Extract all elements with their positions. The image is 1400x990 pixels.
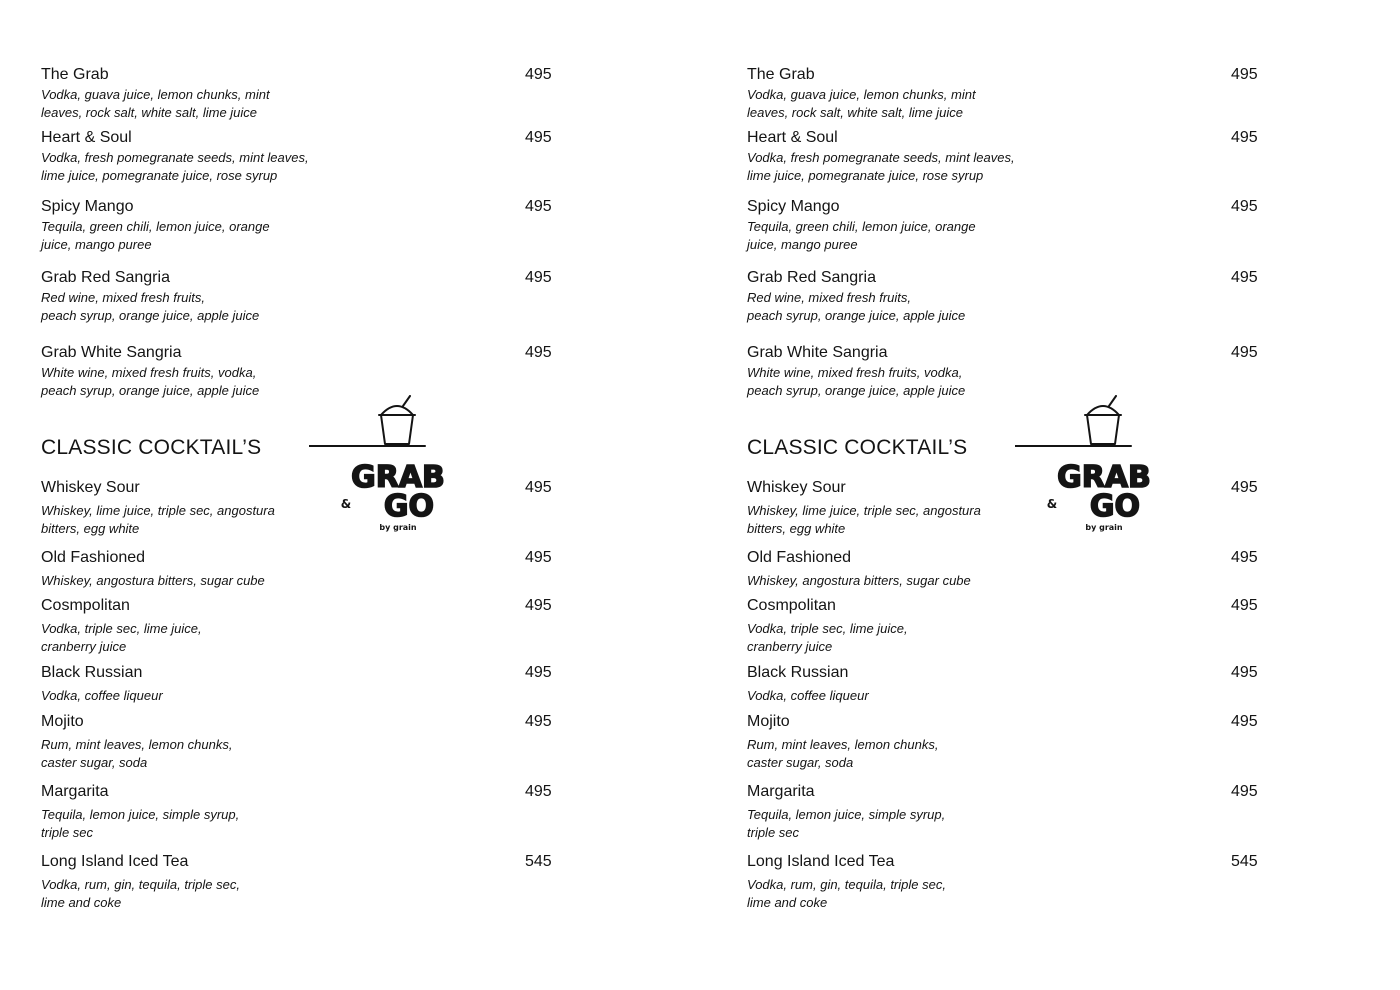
brand-line2: GO [383,489,435,524]
item-name: Mojito [747,713,790,730]
item-price: 495 [1231,783,1258,800]
item-description: Whiskey, lime juice, triple sec, angostura bitters, egg white [41,503,275,536]
item-name: Margarita [747,783,815,800]
item-description: Vodka, triple sec, lime juice, cranberry juice [41,621,202,654]
item-description: Tequila, green chili, lemon juice, orange juice, mango puree [747,219,976,252]
item-description: Rum, mint leaves, lemon chunks, caster sugar, soda [747,737,939,770]
item-price: 495 [1231,66,1258,83]
item-price: 545 [525,853,552,870]
item-price: 495 [1231,664,1258,681]
item-description: Vodka, guava juice, lemon chunks, mint leaves, rock salt, white salt, lime juice [41,87,270,120]
item-description: Whiskey, lime juice, triple sec, angostura bitters, egg white [747,503,981,536]
item-description: Red wine, mixed fresh fruits, peach syrup, orange juice, apple juice [41,290,260,323]
item-price: 495 [525,783,552,800]
item-name: Grab Red Sangria [747,269,876,286]
brand-ampersand: & [340,497,352,511]
item-description: Vodka, fresh pomegranate seeds, mint leaves, lime juice, pomegranate juice, rose syrup [747,150,1015,183]
item-name: Spicy Mango [41,198,134,215]
item-description: Whiskey, angostura bitters, sugar cube [41,573,265,588]
item-price: 495 [525,549,552,566]
item-description: Vodka, guava juice, lemon chunks, mint leaves, rock salt, white salt, lime juice [747,87,976,120]
menu-page-right [747,0,1287,990]
item-name: Spicy Mango [747,198,840,215]
item-description: Red wine, mixed fresh fruits, peach syrup, orange juice, apple juice [747,290,966,323]
item-price: 495 [1231,344,1258,361]
item-description: Vodka, rum, gin, tequila, triple sec, lime and coke [41,877,240,910]
item-name: Black Russian [747,664,849,681]
item-name: Heart & Soul [41,129,132,146]
item-price: 495 [1231,597,1258,614]
brand-line1: GRAB [351,460,445,495]
item-description: White wine, mixed fresh fruits, vodka, peach syrup, orange juice, apple juice [41,365,260,398]
item-name: Old Fashioned [747,549,852,566]
item-name: Cosmpolitan [747,597,836,614]
item-price: 495 [525,344,552,361]
item-price: 495 [525,66,552,83]
item-name: Long Island Iced Tea [41,853,189,870]
item-description: White wine, mixed fresh fruits, vodka, peach syrup, orange juice, apple juice [747,365,966,398]
brand-line2: GO [1089,489,1141,524]
item-name: The Grab [41,66,109,83]
item-description: Vodka, rum, gin, tequila, triple sec, lime and coke [747,877,946,910]
item-name: Grab Red Sangria [41,269,170,286]
item-description: Vodka, coffee liqueur [41,688,163,703]
item-description: Rum, mint leaves, lemon chunks, caster sugar, soda [41,737,233,770]
item-description: Tequila, green chili, lemon juice, orange juice, mango puree [41,219,270,252]
menu-page-left [41,0,581,990]
brand-line1: GRAB [1057,460,1151,495]
item-price: 495 [1231,713,1258,730]
item-price: 495 [1231,269,1258,286]
brand-tagline: by grain [379,523,417,532]
item-price: 495 [1231,549,1258,566]
item-name: Long Island Iced Tea [747,853,895,870]
item-name: Mojito [41,713,84,730]
item-name: Cosmpolitan [41,597,130,614]
item-price: 495 [1231,198,1258,215]
item-description: Tequila, lemon juice, simple syrup, triple sec [747,807,946,840]
item-name: Margarita [41,783,109,800]
takeaway-cup-icon [309,396,425,446]
item-price: 495 [525,198,552,215]
item-price: 495 [525,664,552,681]
item-price: 495 [525,129,552,146]
section-heading: CLASSIC COCKTAIL’S [747,436,968,459]
item-price: 495 [525,479,552,496]
item-description: Whiskey, angostura bitters, sugar cube [747,573,971,588]
item-price: 495 [1231,129,1258,146]
item-name: Heart & Soul [747,129,838,146]
item-description: Vodka, fresh pomegranate seeds, mint leaves, lime juice, pomegranate juice, rose syrup [41,150,309,183]
item-name: Old Fashioned [41,549,146,566]
section-heading: CLASSIC COCKTAIL’S [41,436,262,459]
item-description: Vodka, triple sec, lime juice, cranberry juice [747,621,908,654]
takeaway-cup-icon [1015,396,1131,446]
item-price: 495 [1231,479,1258,496]
item-price: 495 [525,597,552,614]
item-price: 495 [525,269,552,286]
item-name: The Grab [747,66,815,83]
item-price: 495 [525,713,552,730]
brand-tagline: by grain [1085,523,1123,532]
brand-ampersand: & [1046,497,1058,511]
item-name: Black Russian [41,664,143,681]
item-description: Vodka, coffee liqueur [747,688,869,703]
item-name: Grab White Sangria [41,344,182,361]
item-name: Whiskey Sour [747,479,846,496]
item-name: Grab White Sangria [747,344,888,361]
item-price: 545 [1231,853,1258,870]
item-name: Whiskey Sour [41,479,140,496]
item-description: Tequila, lemon juice, simple syrup, triple sec [41,807,240,840]
